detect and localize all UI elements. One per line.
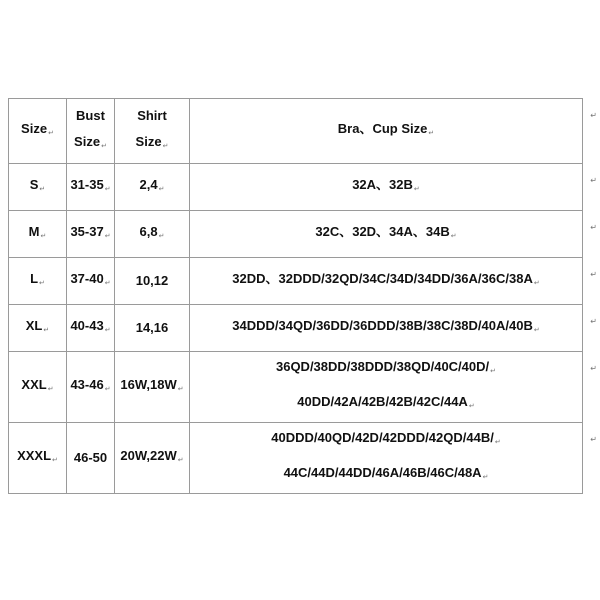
table-row: XL↵ 40-43↵ 14,16 34DDD/34QD/36DD/36DDD/38B/38C/38D/40A/40B↵ ↵ xyxy=(9,305,583,352)
return-mark-icon: ↵ xyxy=(533,279,540,287)
return-mark-icon: ↵ xyxy=(177,456,184,464)
return-mark-icon: ↵ xyxy=(482,474,489,481)
table-row: XXL↵ 43-46↵ 16W,18W↵ 36QD/38DD/38DDD/38QD/40C/40D/↵ 40DD/42A/42B/42B/42C/44A↵ ↵ xyxy=(9,352,583,423)
return-mark-icon: ↵ xyxy=(590,270,597,279)
table-row: M↵ 35-37↵ 6,8↵ 32C、32D、34A、34B↵ ↵ xyxy=(9,211,583,258)
header-row xyxy=(9,99,583,164)
return-mark-icon: ↵ xyxy=(494,439,501,446)
return-mark-icon: ↵ xyxy=(590,176,597,185)
return-mark-icon: ↵ xyxy=(104,185,111,193)
header-shirt: Shirt Size↵ xyxy=(115,99,190,164)
return-mark-icon: ↵ xyxy=(590,364,597,373)
return-mark-icon: ↵ xyxy=(468,403,475,410)
return-mark-icon: ↵ xyxy=(39,185,46,193)
return-mark-icon: ↵ xyxy=(490,368,497,375)
table-row: XXXL↵ 46-50 20W,22W↵ 40DDD/40QD/42D/42DDD/42QD/44B/↵ 44C/44D/44DD/46A/46B/46C/48A↵ ↵ xyxy=(9,423,583,494)
return-mark-icon: ↵ xyxy=(104,279,111,287)
return-mark-icon: ↵ xyxy=(590,223,597,232)
return-mark-icon: ↵ xyxy=(450,232,457,240)
return-mark-icon: ↵ xyxy=(48,129,54,137)
return-mark-icon: ↵ xyxy=(162,142,169,150)
return-mark-icon: ↵ xyxy=(158,185,165,193)
header-bra-cup-size: Bra、Cup Size↵ ↵ xyxy=(190,99,583,164)
return-mark-icon: ↵ xyxy=(43,326,50,334)
return-mark-icon: ↵ xyxy=(47,385,54,393)
table-row: L↵ 37-40↵ 10,12 32DD、32DDD/32QD/34C/34D/34DD/36A/36C/38A↵ ↵ xyxy=(9,258,583,305)
return-mark-icon: ↵ xyxy=(101,142,107,150)
return-mark-icon: ↵ xyxy=(413,185,420,193)
return-mark-icon: ↵ xyxy=(590,435,597,444)
header-bust: Bust Size↵ xyxy=(67,99,115,164)
return-mark-icon: ↵ xyxy=(177,385,184,393)
return-mark-icon: ↵ xyxy=(428,129,435,137)
return-mark-icon: ↵ xyxy=(104,385,111,393)
return-mark-icon: ↵ xyxy=(40,232,47,240)
return-mark-icon: ↵ xyxy=(533,326,540,334)
table-row: S↵ 31-35↵ 2,4↵ 32A、32B↵ ↵ xyxy=(9,164,583,211)
return-mark-icon: ↵ xyxy=(104,326,111,334)
return-mark-icon: ↵ xyxy=(104,232,111,240)
header-size: Size↵ xyxy=(9,99,67,164)
return-mark-icon: ↵ xyxy=(590,317,597,326)
size-chart-table xyxy=(8,98,597,494)
size-chart xyxy=(8,98,597,494)
return-mark-icon: ↵ xyxy=(590,111,597,120)
return-mark-icon: ↵ xyxy=(158,232,165,240)
return-mark-icon: ↵ xyxy=(52,456,58,464)
return-mark-icon: ↵ xyxy=(39,279,45,287)
